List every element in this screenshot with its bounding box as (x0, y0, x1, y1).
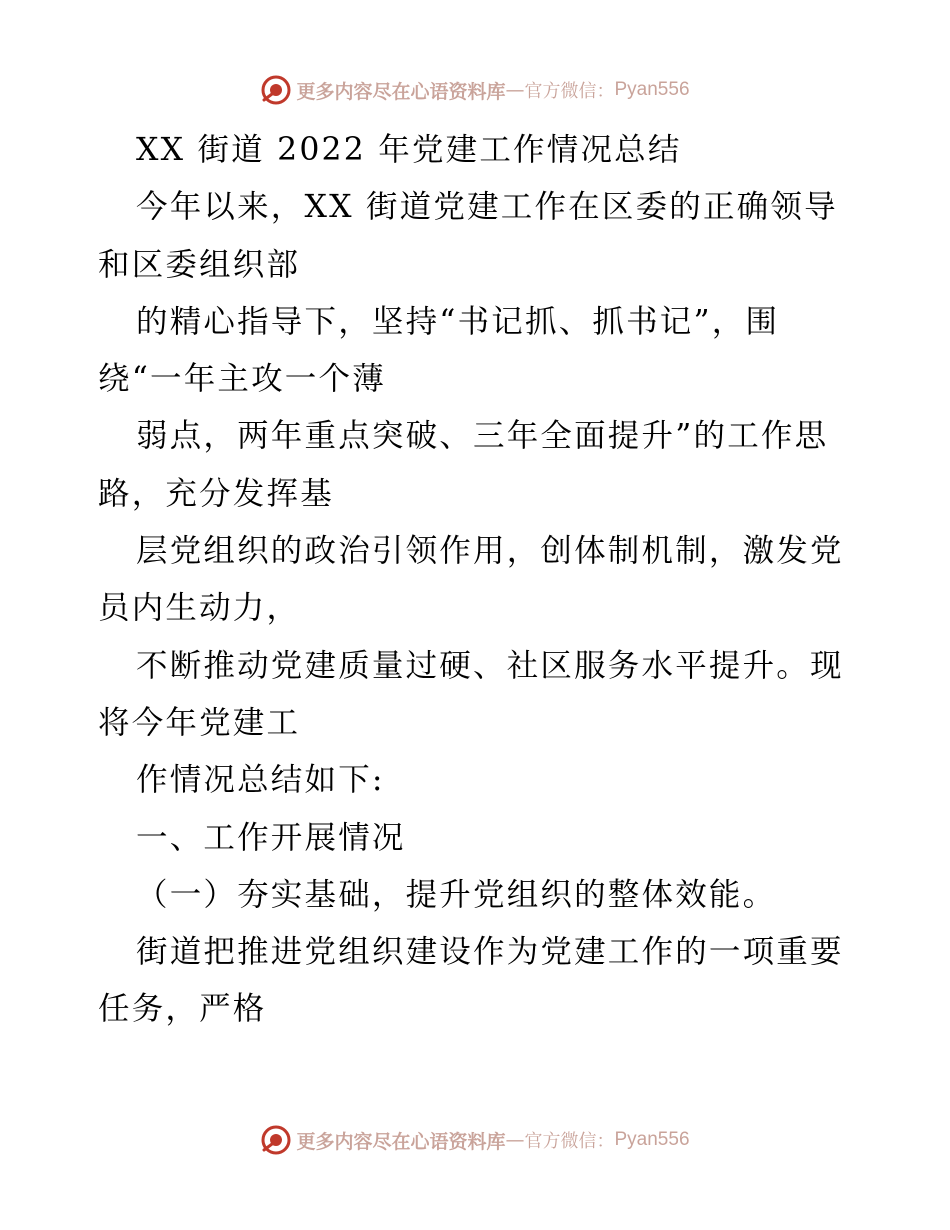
text-line: 将今年党建工 (98, 704, 301, 741)
section-heading: 一、工作开展情况 (136, 819, 406, 856)
watermark-handle: Pyan556 (614, 79, 690, 100)
text-line: 的精心指导下，坚持“书记抓、抓书记”，围 (136, 303, 780, 340)
text-line: 街道把推进党组织建设作为党建工作的一项重要 (136, 934, 844, 971)
document-title: XX 街道 2022 年党建工作情况总结 (136, 132, 682, 168)
footer-watermark (0, 1120, 950, 1160)
text-line: 层党组织的政治引领作用，创体制机制，激发党 (136, 533, 844, 570)
subsection-heading: （一）夯实基础，提升党组织的整体效能。 (136, 876, 777, 913)
text-line: 员内生动力， (98, 590, 301, 627)
text-line: 今年以来，XX 街道党建工作在区委的正确领导 (136, 189, 838, 226)
text-line: 作情况总结如下: (136, 762, 385, 799)
document-body (98, 122, 858, 1039)
watermark-label: 官方微信： (524, 81, 615, 102)
header-watermark (0, 70, 950, 110)
text-line: 和区委组织部 (98, 246, 301, 283)
seal-logo-icon (260, 74, 292, 106)
seal-logo-icon (260, 1124, 292, 1156)
text-line: 任务，严格 (98, 991, 267, 1028)
watermark-brand: 更多内容尽在心语资料库 (296, 1130, 506, 1153)
text-line: 路，充分发挥基 (98, 475, 334, 512)
watermark-dash: — (505, 1129, 525, 1151)
text-line: 不断推动党建质量过硬、社区服务水平提升。现 (136, 647, 844, 684)
watermark-dash: — (505, 79, 525, 101)
text-line: 弱点，两年重点突破、三年全面提升”的工作思 (136, 418, 829, 455)
text-line: 绕“一年主攻一个薄 (98, 361, 386, 398)
watermark-brand: 更多内容尽在心语资料库 (296, 80, 506, 103)
watermark-handle: Pyan556 (614, 1129, 690, 1150)
watermark-label: 官方微信： (524, 1131, 615, 1152)
